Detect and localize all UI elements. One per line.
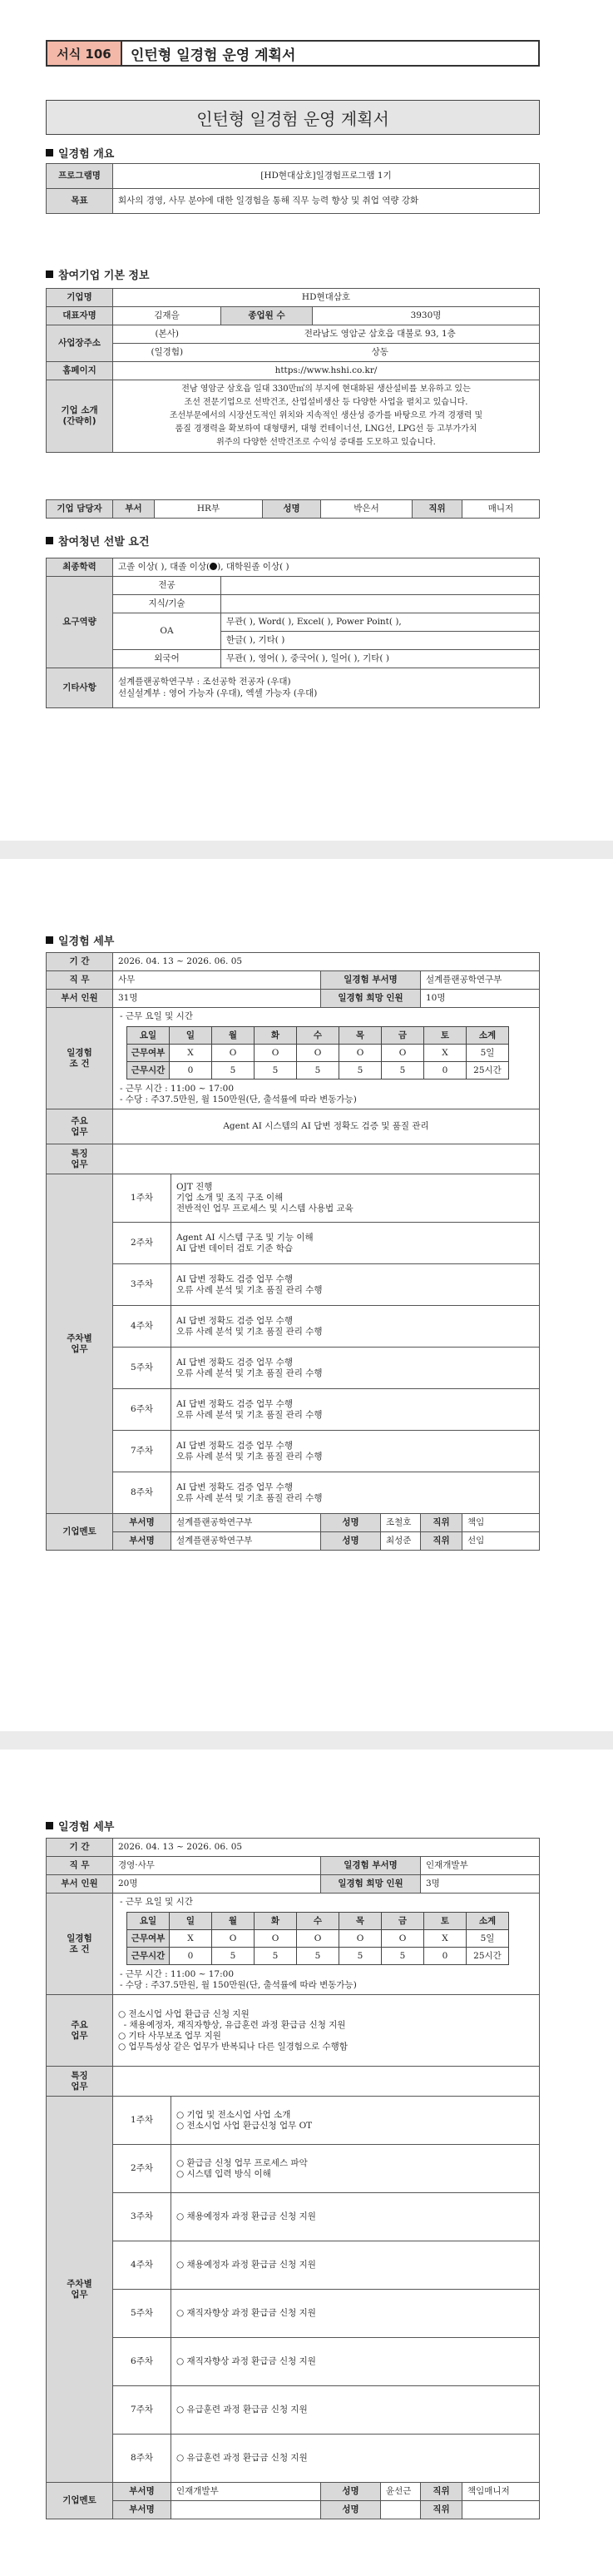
page-gap xyxy=(0,841,613,859)
company-value: HD현대삼호 xyxy=(113,289,540,307)
section-detail-heading-2: 일경험 세부 xyxy=(46,1818,114,1834)
form-title: 인턴형 일경험 운영 계획서 xyxy=(131,47,296,64)
employees-label: 종업원 수 xyxy=(221,307,313,325)
detail-table-2: 기 간 2026. 04. 13 ~ 2026. 06. 05 직 무 경영·사무 일경험 부서명 인재개발부 부서 인원 20명 일경험 희망 인원 3명 일경험 조 건 - 근무 요일 및 시간 요일 일 월 화 수 목 금 토 소계 근무여부 X O O O O O X 5일 근무시간 0 5 5 5 5 5 0 25시간 - 근무 시간 : 11:00 ~ 17:00 - 수당 : 주37.5만원, 월 150만원(단, 출석률에 따라 변동가능) 주요 업무 ○ 전소시업 사업 환급금 신청 지원 - 채용예정자, 재직자향상, 유급훈련 과정 환급금 신청 지원 ○ 기타 사무보조 업무 지원 ○ 업무특성상 같은 업무가 반복되나 다른 일경험으로 수행함 특징 업무 주차별 업무 1주차 ○ 기업 및 전소시업 사업 소개 ○ 전소시업 사업 환급신청 업무 OT 2주차 ○ 환급금 신청 업무 프로세스 파악 ○ 시스템 입력 방식 이해 3주차 ○ 채용예정자 과정 환급금 신청 지원 4주차 ○ 채용예정자 과정 환급금 신청 지원 5주차 ○ 재직자향상 과정 환급금 신청 지원 6주차 ○ 재직자향상 과정 환급금 신청 지원 7주차 ○ 유급훈련 과정 환급금 신청 지원 8주차 ○ 유급훈련 과정 환급금 신청 지원 기업멘토 부서명 인재개발부 성명 윤선근 직위 책임매니저 부서명 성명 직위 xyxy=(46,1838,540,2519)
selected-dot-icon xyxy=(210,563,217,570)
section-requirements-heading: 참여청년 선발 요건 xyxy=(46,533,150,548)
page-gap xyxy=(0,1731,613,1750)
form-badge: 서식 106 xyxy=(47,42,122,65)
program-label: 프로그램명 xyxy=(47,164,113,189)
square-bullet-icon xyxy=(46,149,53,156)
intro-label: 기업 소개 (간략히) xyxy=(47,380,113,453)
form-header xyxy=(46,40,540,67)
employees-value: 3930명 xyxy=(313,307,540,325)
section-company-heading: 참여기업 기본 정보 xyxy=(46,266,150,282)
square-bullet-icon xyxy=(46,537,53,544)
address-site: 상동 xyxy=(221,344,540,362)
square-bullet-icon xyxy=(46,271,53,278)
address-hq: 전라남도 영암군 삼호읍 대불로 93, 1층 xyxy=(221,325,540,344)
homepage-label: 홈페이지 xyxy=(47,362,113,380)
company-table: 기업명 HD현대삼호 대표자명 김재을 종업원 수 3930명 사업장주소 (본사) 전라남도 영암군 삼호읍 대불로 93, 1층 (일경험) 상동 홈페이지 https://www.hshi.co.kr/ 기업 소개 (간략히) 전남 영암군 삼호읍 일대 330만㎡의 부지에 현대화된 생산설비를 보유하고 있는 조선 전문기업으로 선박건조, 산업설비생산 등 다양한 사업을 펼치고 있습니다. 조선부문에서의 시장선도적인 위치와 지속적인 생산성 증가를 바탕으로 가격 경쟁력 및 품질 경쟁력을 확보하여 대형탱커, 대형 컨테이너선, LNG선, LPG선 등 고부가가치 위주의 다양한 선박건조로 수익성 증대를 도모하고 있습니다. xyxy=(46,288,540,453)
doc-title: 인턴형 일경험 운영 계획서 xyxy=(46,100,540,135)
overview-table xyxy=(46,163,540,214)
detail-table-1: 기 간 2026. 04. 13 ~ 2026. 06. 05 직 무 사무 일경험 부서명 설계플랜공학연구부 부서 인원 31명 일경험 희망 인원 10명 일경험 조 건 - 근무 요일 및 시간 요일 일 월 화 수 목 금 토 소계 근무여부 X O O O O O X 5일 근무시간 0 5 5 5 5 5 0 25시간 - 근무 시간 : 11:00 ~ 17:00 - 수당 : 주37.5만원, 월 150만원(단, 출석률에 따라 변동가능) 주요 업무 Agent AI 시스템의 AI 답변 정확도 검증 및 품질 관리 특징 업무 주차별 업무 1주차 OJT 진행 기업 소개 및 조직 구조 이해 전반적인 업무 프로세스 및 시스템 사용법 교육 2주차 Agent AI 시스템 구조 및 기능 이해 AI 답변 데이터 검토 기준 학습 3주차 AI 답변 정확도 검증 업무 수행 오류 사례 분석 및 기초 품질 관리 수행 4주차 AI 답변 정확도 검증 업무 수행 오류 사례 분석 및 기초 품질 관리 수행 5주차 AI 답변 정확도 검증 업무 수행 오류 사례 분석 및 기초 품질 관리 수행 6주차 AI 답변 정확도 검증 업무 수행 오류 사례 분석 및 기초 품질 관리 수행 7주차 AI 답변 정확도 검증 업무 수행 오류 사례 분석 및 기초 품질 관리 수행 8주차 AI 답변 정확도 검증 업무 수행 오류 사례 분석 및 기초 품질 관리 수행 기업멘토 부서명 설계플랜공학연구부 성명 조철호 직위 책임 부서명 설계플랜공학연구부 성명 최성준 직위 선임 xyxy=(46,952,540,1551)
contact-table: 기업 담당자 부서 HR부 성명 박은서 직위 매니저 xyxy=(46,499,540,519)
requirements-table: 최종학력 고졸 이상( ), 대졸 이상( ), 대학원졸 이상( ) 요구역량 전공 지식/기술 OA 무관( ), Word( ), Excel( ), Power Point( ), 한글( ), 기타( ) 외국어 무관( ), 영어( ), 중국어( ), 일어( ), 기타( ) 기타사항 설계플랜공학연구부 : 조선공학 전공자 (우대) 선실설계부 : 영어 가능자 (우대), 엑셀 가능자 (우대) xyxy=(46,558,540,708)
work-schedule-table-1: 요일 일 월 화 수 목 금 토 소계 근무여부 X O O O O O X 5일 근무시간 0 5 5 5 5 5 0 25시간 xyxy=(126,1026,509,1080)
program-value: [HD현대삼호]일경험프로그램 1기 xyxy=(113,164,540,189)
section-overview-heading: 일경험 개요 xyxy=(46,145,114,161)
square-bullet-icon xyxy=(46,1822,53,1829)
ceo-label: 대표자명 xyxy=(47,307,113,325)
section-detail-heading-1: 일경험 세부 xyxy=(46,932,114,948)
goal-value: 회사의 경영, 사무 분야에 대한 일경험을 통해 직무 능력 향상 및 취업 역량 강화 xyxy=(113,189,540,214)
work-schedule-table-2: 요일 일 월 화 수 목 금 토 소계 근무여부 X O O O O O X 5일 근무시간 0 5 5 5 5 5 0 25시간 xyxy=(126,1912,509,1965)
square-bullet-icon xyxy=(46,936,53,944)
goal-label: 목표 xyxy=(47,189,113,214)
company-label: 기업명 xyxy=(47,289,113,307)
ceo-value: 김재을 xyxy=(113,307,221,325)
address-label: 사업장주소 xyxy=(47,325,113,362)
homepage-link[interactable]: https://www.hshi.co.kr/ xyxy=(113,362,540,380)
